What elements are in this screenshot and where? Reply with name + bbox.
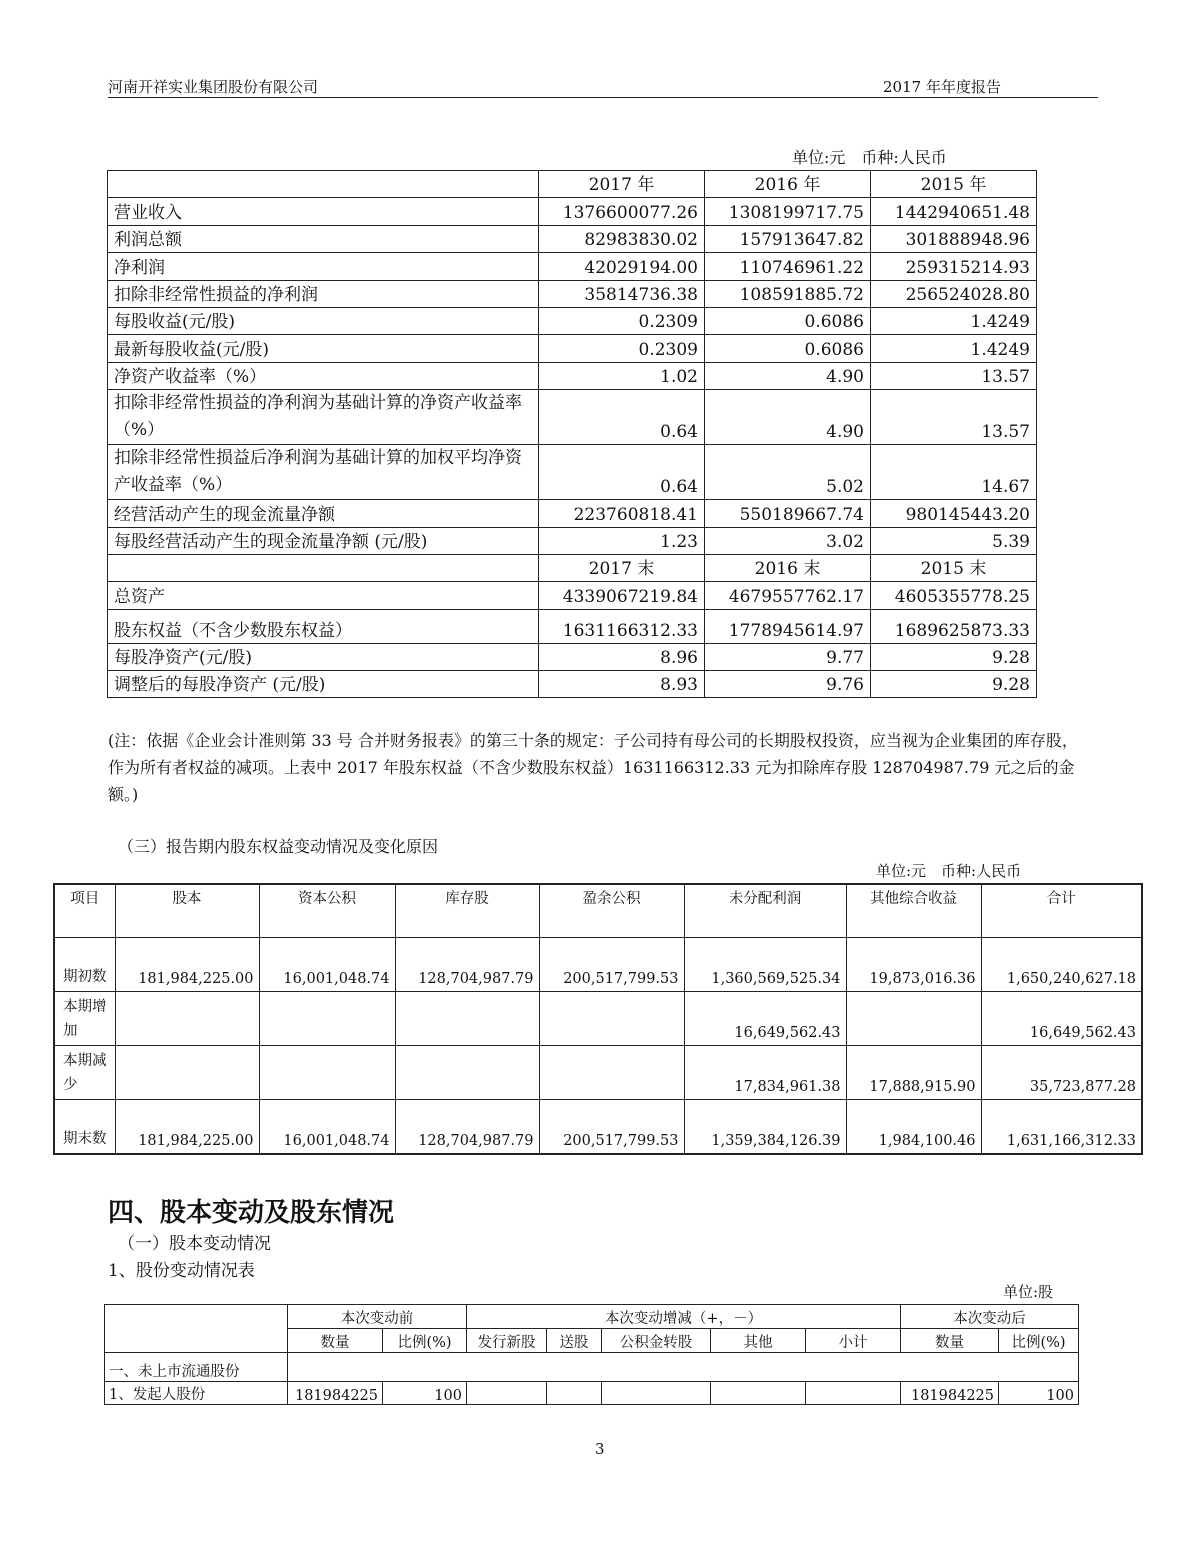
row-label: 扣除非经常性损益后净利润为基础计算的加权平均净资产收益率（%） [108,445,539,500]
col-header: 公积金转股 [602,1328,711,1352]
cell: 0.6086 [705,335,871,362]
col-header: 其他综合收益 [846,884,981,938]
cell: 9.28 [871,671,1037,698]
row-label: 净资产收益率（%） [108,362,539,389]
table-row [108,554,1037,581]
col-header: 资本公积 [259,884,395,938]
share-table-unit: 单位:股 [1003,1283,1054,1301]
col-header: 2015 年 [871,171,1037,198]
header-report-title: 2017 年年度报告 [883,78,1001,96]
table-row [108,527,1037,554]
header-company: 河南开祥实业集团股份有限公司 [108,78,319,96]
section3-unit: 单位:元 币种:人民币 [876,862,1022,880]
cell: 0.2309 [539,307,705,334]
equity-note: (注：依据《企业会计准则第 33 号 合并财务报表》的第三十条的规定：子公司持有母公司的长期股权投资，应当视为企业集团的库存股，作为所有者权益的减项。上表中 2017 年股东权益（不含少数股东权益）1631166312.33 元为扣除库存股 128704987.79 元之后的金额。) [108,731,1078,804]
section3-title: （三）报告期内股东权益变动情况及变化原因 [118,837,439,856]
equity-change-table [53,883,1143,1155]
cell [806,1381,901,1405]
table-row [108,198,1037,225]
section4-subtitle: （一）股本变动情况 [118,1234,271,1254]
table-row [108,500,1037,527]
row-label: 净利润 [108,253,539,280]
cell [395,1046,539,1100]
cell: 1689625873.33 [871,609,1037,643]
cell: 16,001,048.74 [259,1100,395,1155]
table-row [54,1100,1142,1155]
cell: 200,517,799.53 [539,1100,684,1155]
cell: 17,834,961.38 [684,1046,846,1100]
table-row [54,938,1142,992]
cell: 181984225 [288,1381,383,1405]
col-header: 发行新股 [467,1328,547,1352]
col-header: 股本 [115,884,259,938]
row-label: 扣除非经常性损益的净利润为基础计算的净资产收益率（%） [108,390,539,445]
section4-title: 四、股本变动及股东情况 [108,1198,395,1228]
cell: 4339067219.84 [539,582,705,609]
cell: 128,704,987.79 [395,938,539,992]
cell: 550189667.74 [705,500,871,527]
cell: 17,888,915.90 [846,1046,981,1100]
cell [547,1381,602,1405]
table-row [108,671,1037,698]
table-row [105,1381,1079,1405]
cell: 13.57 [871,390,1037,445]
cell [711,1381,806,1405]
cell: 19,873,016.36 [846,938,981,992]
table-row [108,582,1037,609]
cell: 5.39 [871,527,1037,554]
cell [846,992,981,1046]
table-row [108,171,1037,198]
row-label: 调整后的每股净资产 (元/股) [108,671,539,698]
cell: 1631166312.33 [539,609,705,643]
col-header: 数量 [288,1328,383,1352]
cell: 0.6086 [705,307,871,334]
table-row [108,362,1037,389]
row-label: 最新每股收益(元/股) [108,335,539,362]
cell: 16,649,562.43 [981,992,1142,1046]
col-header: 送股 [547,1328,602,1352]
share-change-table [104,1304,1079,1405]
table-row [108,225,1037,252]
cell: 181,984,225.00 [115,938,259,992]
cell: 35814736.38 [539,280,705,307]
table-row [105,1352,1079,1381]
col-header: 合计 [981,884,1142,938]
group-header: 本次变动前 [288,1305,467,1329]
cell: 13.57 [871,362,1037,389]
table-row [108,280,1037,307]
cell: 35,723,877.28 [981,1046,1142,1100]
cell: 108591885.72 [705,280,871,307]
cell: 9.28 [871,643,1037,670]
page-number: 3 [595,1440,605,1458]
cell: 8.93 [539,671,705,698]
col-header: 盈余公积 [539,884,684,938]
cell: 0.64 [539,390,705,445]
cell: 8.96 [539,643,705,670]
cell: 1.23 [539,527,705,554]
table-row [108,253,1037,280]
row-label: 每股净资产(元/股) [108,643,539,670]
cell [539,1046,684,1100]
cell: 1,984,100.46 [846,1100,981,1155]
cell: 4.90 [705,362,871,389]
cell: 1,631,166,312.33 [981,1100,1142,1155]
cell: 5.02 [705,445,871,500]
cell [602,1381,711,1405]
col-header: 比例(%) [999,1328,1079,1352]
header-rule [108,97,1098,98]
cell: 4.90 [705,390,871,445]
cell: 1,360,569,525.34 [684,938,846,992]
table-row [54,1046,1142,1100]
table-row [108,307,1037,334]
cell: 0.2309 [539,335,705,362]
col-header: 小计 [806,1328,901,1352]
cell [115,1046,259,1100]
cell: 9.77 [705,643,871,670]
cell [259,992,395,1046]
cell: 9.76 [705,671,871,698]
table-row [108,390,1037,445]
row-label: 本期减少 [54,1046,115,1100]
cell: 1,650,240,627.18 [981,938,1142,992]
cell: 1.4249 [871,335,1037,362]
group-header: 本次变动后 [901,1305,1079,1329]
cell: 181,984,225.00 [115,1100,259,1155]
cell: 0.64 [539,445,705,500]
row-label: 每股收益(元/股) [108,307,539,334]
table-row [108,643,1037,670]
row-label: 一、未上市流通股份 [105,1352,288,1381]
cell: 1308199717.75 [705,198,871,225]
cell: 181984225 [901,1381,999,1405]
section4-subsubtitle: 1、股份变动情况表 [108,1261,255,1281]
cell: 1778945614.97 [705,609,871,643]
cell: 42029194.00 [539,253,705,280]
row-label: 营业收入 [108,198,539,225]
cell [395,992,539,1046]
table-row [54,992,1142,1046]
col-header: 库存股 [395,884,539,938]
cell: 1442940651.48 [871,198,1037,225]
cell: 157913647.82 [705,225,871,252]
col-header: 未分配利润 [684,884,846,938]
cell: 100 [999,1381,1079,1405]
cell: 1.4249 [871,307,1037,334]
cell [259,1046,395,1100]
cell: 256524028.80 [871,280,1037,307]
cell: 4679557762.17 [705,582,871,609]
cell: 128,704,987.79 [395,1100,539,1155]
row-label: 总资产 [108,582,539,609]
key-financial-table [107,170,1037,698]
group-header: 本次变动增减（+，－） [467,1305,901,1329]
col-header: 2016 年 [705,171,871,198]
cell [539,992,684,1046]
row-label: 期初数 [54,938,115,992]
cell [115,992,259,1046]
table-row [108,609,1037,643]
row-label: 本期增加 [54,992,115,1046]
cell: 16,649,562.43 [684,992,846,1046]
row-label: 扣除非经常性损益的净利润 [108,280,539,307]
cell: 100 [383,1381,467,1405]
col-header: 项目 [54,884,115,938]
cell: 16,001,048.74 [259,938,395,992]
cell: 1.02 [539,362,705,389]
col-header: 2016 末 [705,554,871,581]
cell: 301888948.96 [871,225,1037,252]
table-row [108,445,1037,500]
row-label: 期末数 [54,1100,115,1155]
cell: 980145443.20 [871,500,1037,527]
table1-unit: 单位:元 币种:人民币 [792,148,947,167]
row-label: 经营活动产生的现金流量净额 [108,500,539,527]
cell: 4605355778.25 [871,582,1037,609]
cell: 1,359,384,126.39 [684,1100,846,1155]
cell: 259315214.93 [871,253,1037,280]
col-header: 2017 年 [539,171,705,198]
cell [467,1381,547,1405]
cell: 110746961.22 [705,253,871,280]
cell: 3.02 [705,527,871,554]
col-header: 比例(%) [383,1328,467,1352]
col-header: 2017 末 [539,554,705,581]
col-header: 其他 [711,1328,806,1352]
row-label: 利润总额 [108,225,539,252]
cell: 82983830.02 [539,225,705,252]
cell: 14.67 [871,445,1037,500]
col-header: 数量 [901,1328,999,1352]
cell: 200,517,799.53 [539,938,684,992]
col-header: 2015 末 [871,554,1037,581]
table-row [54,884,1142,938]
table-row [108,335,1037,362]
cell: 223760818.41 [539,500,705,527]
row-label: 1、发起人股份 [105,1381,288,1405]
row-label: 每股经营活动产生的现金流量净额 (元/股) [108,527,539,554]
table-row [105,1305,1079,1329]
row-label: 股东权益（不含少数股东权益） [108,609,539,643]
cell: 1376600077.26 [539,198,705,225]
